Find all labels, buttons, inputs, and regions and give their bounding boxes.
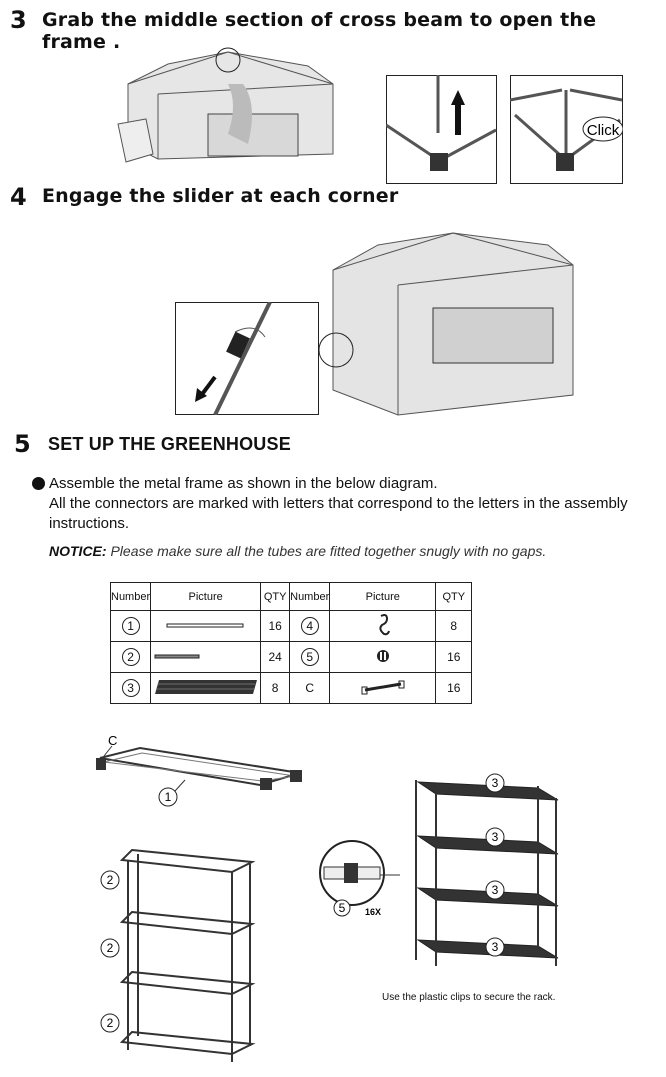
greenhouse-open-illustration (318, 230, 580, 422)
instruction-line-2: All the connectors are marked with letters that correspond to the letters in the assembly (49, 495, 628, 512)
table-row (111, 611, 472, 642)
part-number: 3 (122, 679, 140, 697)
clip-detail-diagram (310, 835, 400, 920)
s-hook-icon (373, 612, 393, 638)
rack-caption: Use the plastic clips to secure the rack. (382, 992, 556, 1003)
left-rack-diagram (92, 840, 272, 1065)
part-number: 1 (122, 617, 140, 635)
bullet-icon (32, 477, 45, 490)
part-qty: 16 (261, 611, 290, 642)
notice (49, 543, 546, 559)
notice-text: Please make sure all the tubes are fitted together snugly with no gaps. (110, 543, 547, 559)
shelf-grid-icon (153, 678, 259, 696)
tube-1-label: 1 (164, 790, 172, 804)
table-header-row (111, 583, 472, 611)
parts-table (110, 582, 472, 704)
header-qty: QTY (436, 583, 472, 611)
shelf-label: 3 (491, 940, 499, 954)
click-lock-detail (510, 75, 623, 184)
step-3-title: Grab the middle section of cross beam to open the frame . (42, 9, 597, 53)
part-qty: 8 (261, 673, 290, 704)
greenhouse-closed-illustration (108, 44, 344, 168)
shelf-label: 3 (491, 830, 499, 844)
tube-2-label: 2 (106, 941, 114, 955)
table-row (111, 642, 472, 673)
slider-detail (175, 302, 319, 415)
instruction-line-3: instructions. (49, 515, 130, 532)
short-tube-icon (154, 654, 202, 660)
right-rack-diagram (408, 770, 568, 970)
tube-2-label: 2 (106, 1016, 114, 1030)
header-picture: Picture (330, 583, 436, 611)
part-qty: 8 (436, 611, 472, 642)
part-qty: 16 (436, 673, 472, 704)
step-3-number: 3 (10, 6, 27, 34)
step-4-number: 4 (10, 183, 27, 211)
top-frame-diagram (90, 728, 310, 808)
part-number: 4 (301, 617, 319, 635)
header-qty: QTY (261, 583, 290, 611)
connector-label: C (108, 733, 118, 748)
header-number: Number (111, 583, 151, 611)
instruction-line-1: Assemble the metal frame as shown in the below diagram. (49, 475, 438, 492)
header-number: Number (290, 583, 330, 611)
clip-qty-label: 16X (365, 907, 382, 917)
notice-label: NOTICE: (49, 543, 107, 559)
tube-2-label: 2 (106, 873, 114, 887)
table-row (111, 673, 472, 704)
part-number: 5 (301, 648, 319, 666)
part-qty: 24 (261, 642, 290, 673)
plastic-clip-icon (374, 649, 392, 663)
step-5-title: SET UP THE GREENHOUSE (48, 434, 291, 454)
part-number: 2 (122, 648, 140, 666)
header-picture: Picture (151, 583, 261, 611)
connector-c-icon (361, 679, 405, 695)
clip-label: 5 (338, 901, 346, 915)
long-tube-icon (166, 623, 246, 629)
step-4-title: Engage the slider at each corner (42, 185, 399, 207)
shelf-label: 3 (491, 776, 499, 790)
click-label: Click (586, 122, 620, 139)
part-letter: C (290, 673, 330, 704)
part-qty: 16 (436, 642, 472, 673)
step-5-number: 5 (14, 430, 31, 458)
pull-up-detail (386, 75, 497, 184)
shelf-label: 3 (491, 883, 499, 897)
